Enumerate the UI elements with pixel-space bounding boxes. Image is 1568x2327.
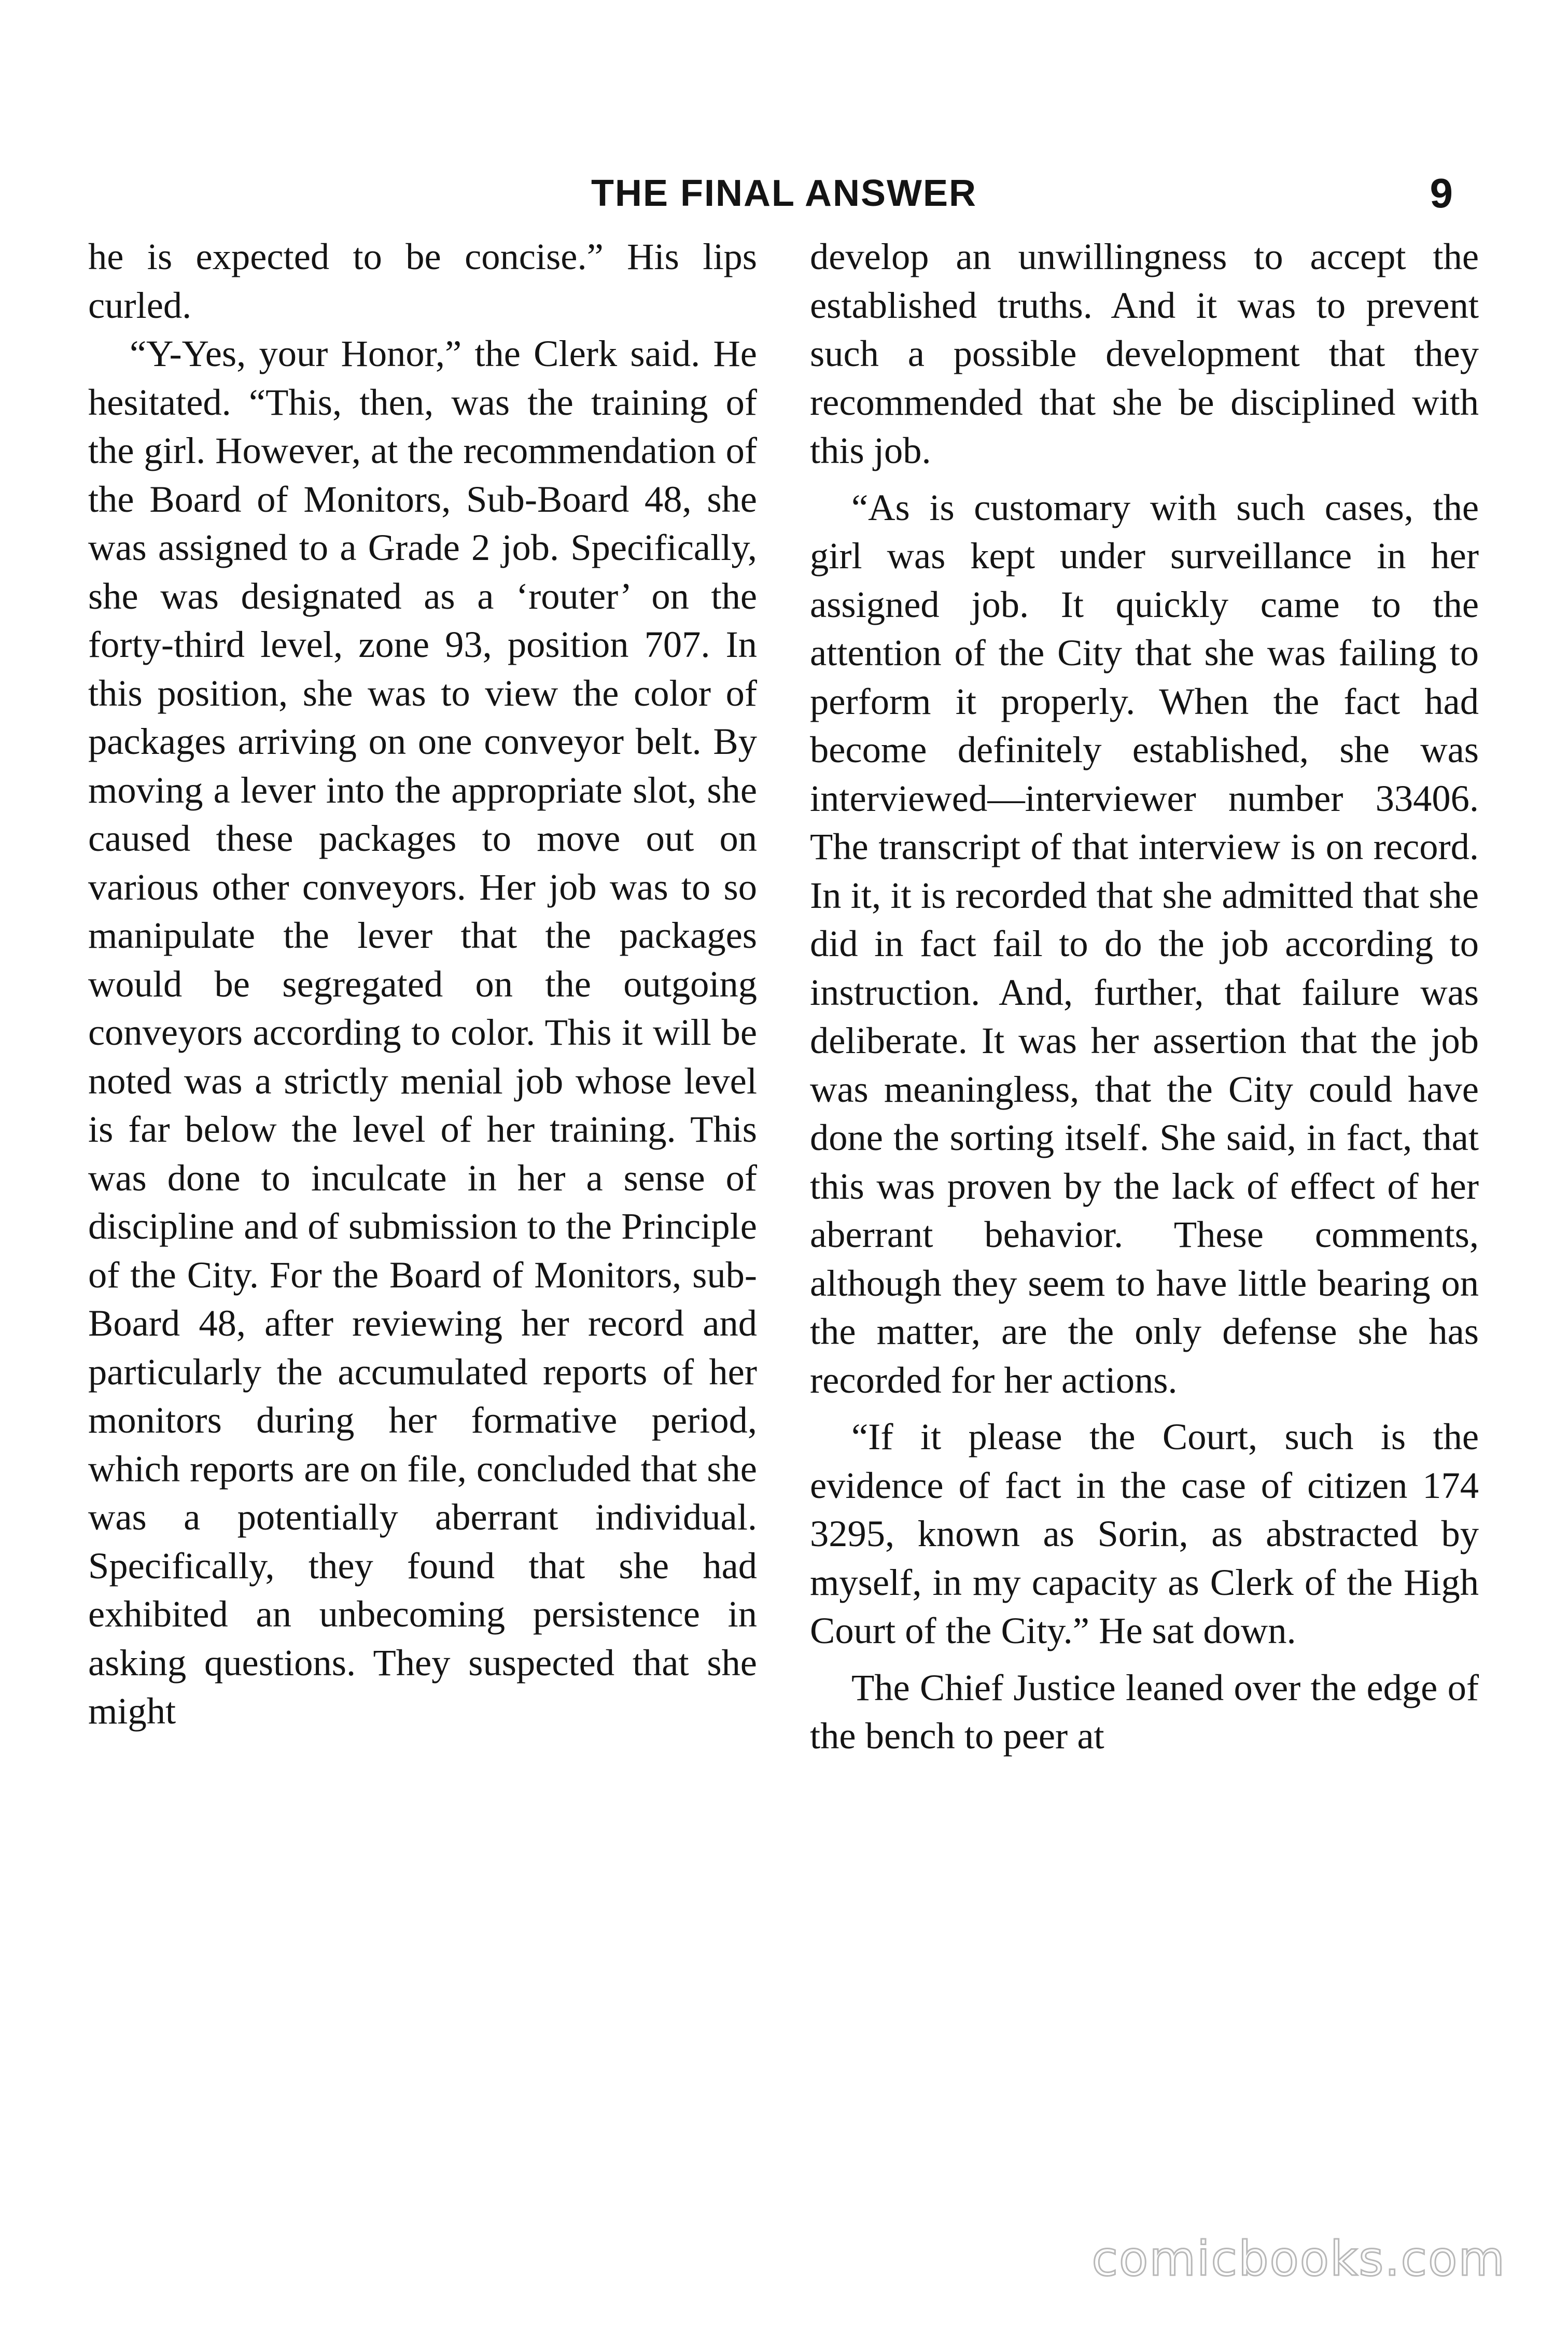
right-text-column — [810, 232, 1479, 1760]
running-head — [0, 165, 1568, 222]
paragraph: “If it please the Court, such is the evidence of fact in the case of citizen 174 3295, known as Sorin, as abstracted by myself, in my capacity as Clerk of the High Court of the City.” He sat down. — [810, 1415, 1479, 1651]
left-text-column — [88, 232, 757, 1735]
paragraph: “Y-Yes, your Honor,” the Clerk said. He hesitated. “This, then, was the training of the girl. However, at the recommendation of the Board of Monitors, Sub-Board 48, she was assigned to a Grade 2 job. Specifically, she was designated as a ‘router’ on the forty-third level, zone 93, position 707. In this position, she was to view the color of packages arriving on one conveyor belt. By moving a lever into the appropriate slot, she caused these packages to move out on various other conveyors. Her job was to so manipulate the lever that the packages would be segregated on the outgoing conveyors according to color. This it will be noted was a strictly menial job whose level is far below the level of her training. This was done to inculcate in her a sense of discipline and of submission to the Principle of the City. For the Board of Monitors, sub-Board 48, after reviewing her record and particularly the accumulated reports of her monitors during her formative period, which reports are on file, concluded that she was a potentially aberrant individual. Specifically, they found that she had exhibited an unbecoming persistence in asking questions. They suspected that she might — [88, 332, 757, 1732]
paragraph: The Chief Justice leaned over the edge of the bench to peer at — [810, 1666, 1479, 1757]
site-watermark: comicbooks.com — [1091, 2231, 1506, 2287]
paragraph: develop an unwillingness to accept the established truths. And it was to prevent such a possible development that they recommended that she be disciplined with this job. — [810, 235, 1479, 471]
paragraph: “As is customary with such cases, the girl was kept under surveillance in her assigned job. It quickly came to the attention of the City that she was failing to perform it properly. When the fact had become definitely established, she was interviewed—interviewer number 33406. The transcript of that interview is on record. In it, it is recorded that she admitted that she did in fact fail to do the job according to instruction. And, further, that failure was deliberate. It was her assertion that the job was meaningless, that the City could have done the sorting itself. She said, in fact, that this was proven by the lack of effect of her aberrant behavior. These comments, although they seem to have little bearing on the matter, are the only defense she has recorded for her actions. — [810, 486, 1479, 1401]
paragraph: he is expected to be concise.” His lips curled. — [88, 235, 757, 326]
page-number: 9 — [1430, 170, 1453, 216]
running-title: THE FINAL ANSWER — [591, 173, 977, 214]
